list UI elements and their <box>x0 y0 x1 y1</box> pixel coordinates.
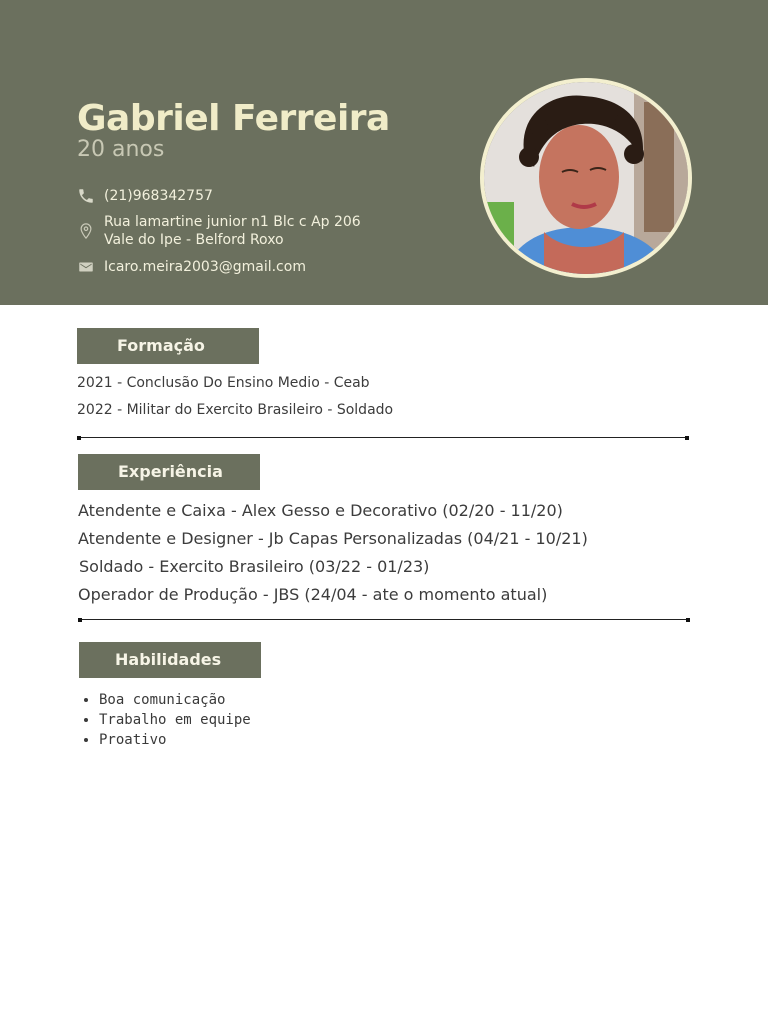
section-experiencia-title: Experiência <box>78 454 260 490</box>
contact-email <box>77 258 306 276</box>
skills-list <box>79 690 251 750</box>
candidate-name: Gabriel Ferreira <box>77 98 390 139</box>
phone-icon <box>77 187 95 205</box>
experiencia-item: Soldado - Exercito Brasileiro (03/22 - 01/23) <box>79 557 430 576</box>
address-text <box>104 213 361 249</box>
section-divider <box>77 437 689 438</box>
header-banner <box>0 0 768 305</box>
profile-photo <box>480 78 692 278</box>
envelope-icon <box>77 258 95 276</box>
section-formacao-title: Formação <box>77 328 259 364</box>
candidate-age: 20 anos <box>77 137 165 162</box>
experiencia-item: Atendente e Caixa - Alex Gesso e Decorativo (02/20 - 11/20) <box>78 501 563 520</box>
skill-item: • Boa comunicação <box>99 690 251 710</box>
contact-phone <box>77 187 213 205</box>
address-line-1: Rua lamartine junior n1 Blc c Ap 206 <box>104 214 361 230</box>
skill-item: • Proativo <box>99 730 251 750</box>
experiencia-item: Operador de Produção - JBS (24/04 - ate o momento atual) <box>78 585 548 604</box>
formacao-item: 2021 - Conclusão Do Ensino Medio - Ceab <box>77 375 370 391</box>
phone-text: (21)968342757 <box>104 188 213 204</box>
profile-photo-illustration <box>484 82 688 274</box>
skill-item: • Trabalho em equipe <box>99 710 251 730</box>
contact-address <box>77 213 361 249</box>
experiencia-item: Atendente e Designer - Jb Capas Personalizadas (04/21 - 10/21) <box>78 529 588 548</box>
location-pin-icon <box>77 222 95 240</box>
email-text: Icaro.meira2003@gmail.com <box>104 259 306 275</box>
address-line-2: Vale do Ipe - Belford Roxo <box>104 232 284 248</box>
formacao-item: 2022 - Militar do Exercito Brasileiro - Soldado <box>77 402 394 418</box>
section-divider <box>78 619 690 620</box>
section-habilidades-title: Habilidades <box>79 642 261 678</box>
